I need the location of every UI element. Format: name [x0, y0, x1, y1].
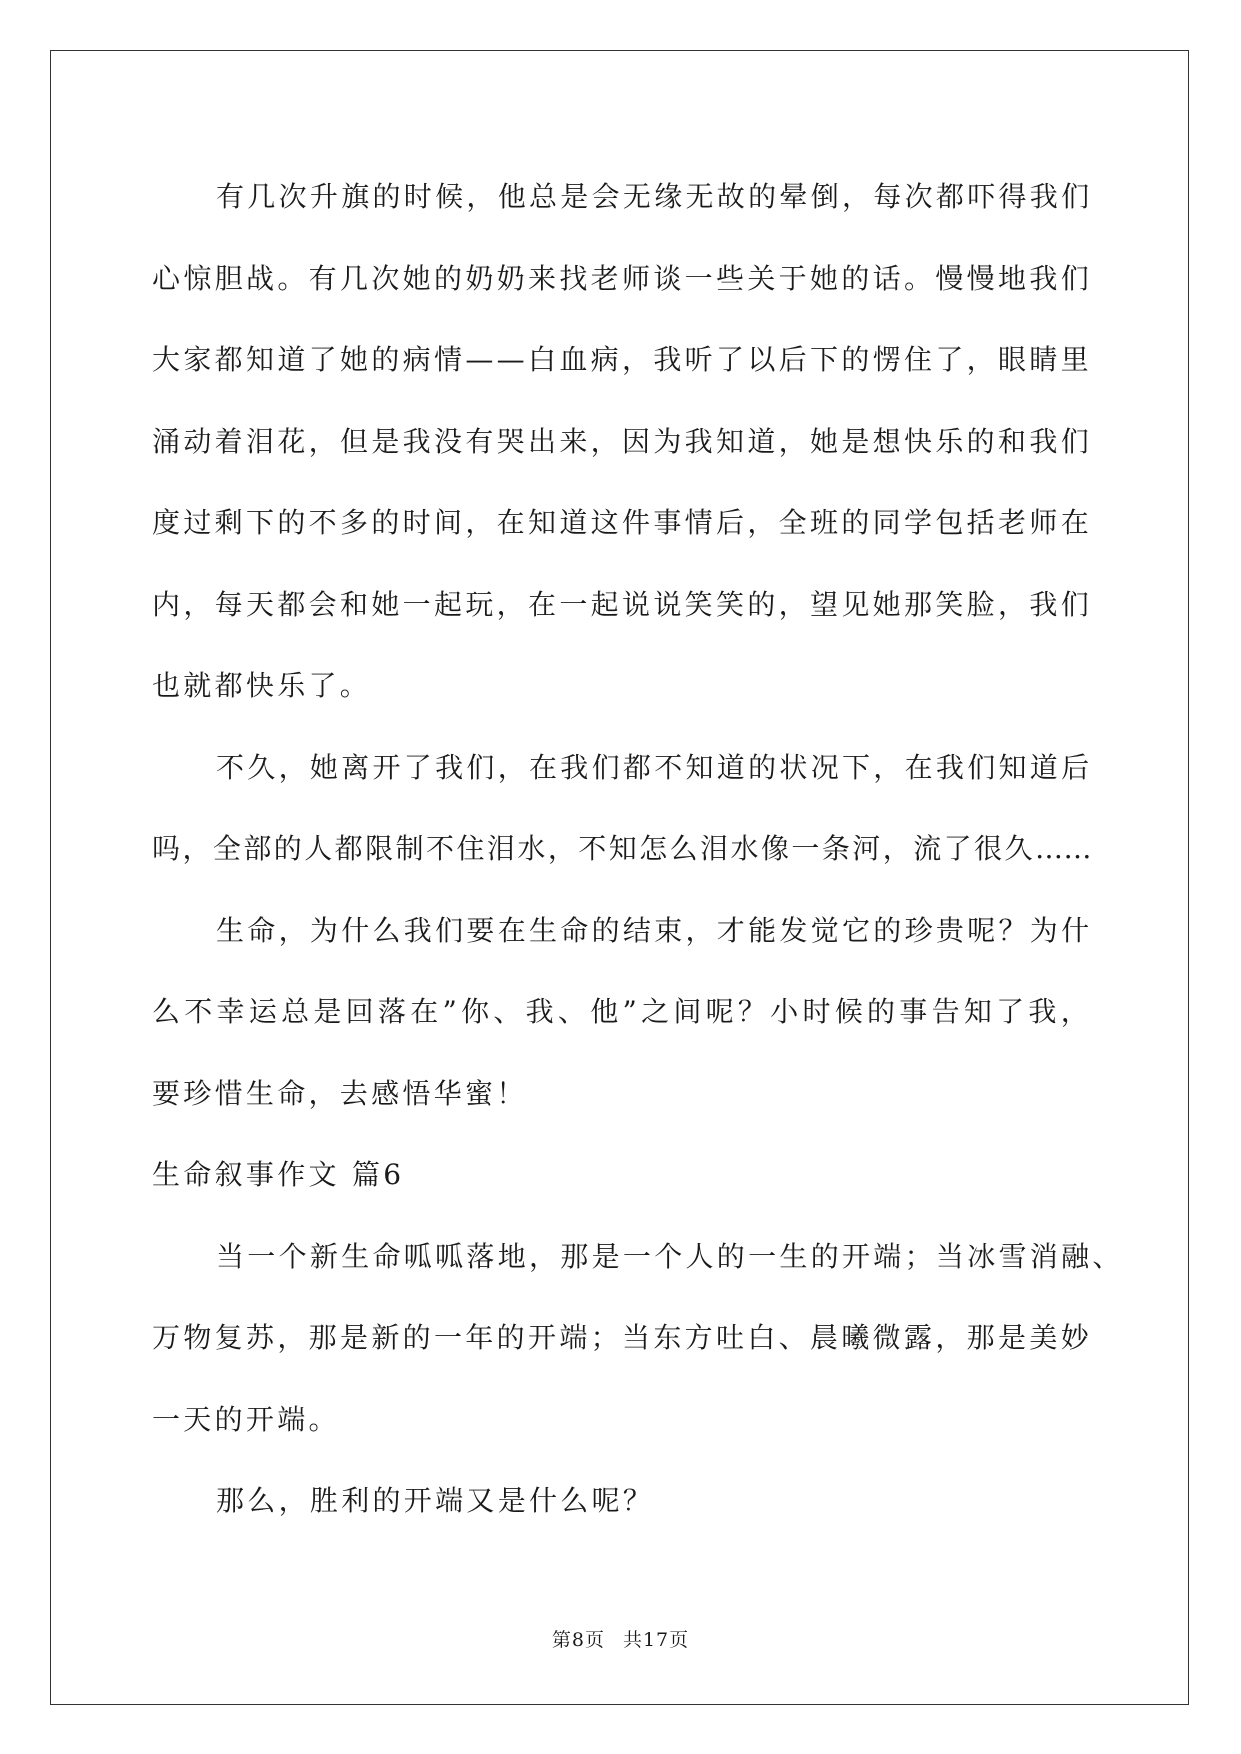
paragraph-line: 万物复苏，那是新的一年的开端；当东方吐白、晨曦微露，那是美妙 — [152, 1321, 1092, 1354]
paragraph-line: 涌动着泪花，但是我没有哭出来，因为我知道，她是想快乐的和我们 — [152, 424, 1092, 458]
document-body — [152, 156, 1124, 1542]
paragraph-line: 一天的开端。 — [152, 1402, 340, 1436]
page-total: 共17页 — [622, 1629, 690, 1651]
paragraph-line: 吗，全部的人都限制不住泪水，不知怎么泪水像一条河，流了很久…… — [152, 832, 1092, 865]
paragraph-line: 大家都知道了她的病情——白血病，我听了以后下的愣住了，眼睛里 — [152, 343, 1092, 376]
paragraph-line: 也就都快乐了。 — [152, 669, 372, 702]
paragraph-4 — [152, 1216, 1124, 1461]
paragraph-line: 不久，她离开了我们，在我们都不知道的状况下，在我们知道后 — [216, 750, 1093, 784]
paragraph-3 — [152, 890, 1092, 1135]
section-heading: 生命叙事作文 篇6 — [152, 1158, 405, 1191]
page-number: 第8页 — [551, 1629, 605, 1651]
paragraph-2 — [152, 727, 1092, 890]
paragraph-5 — [152, 1460, 1092, 1542]
paragraph-line: 要珍惜生命，去感悟华蜜！ — [152, 1076, 528, 1110]
paragraph-line: 那么，胜利的开端又是什么呢？ — [216, 1484, 655, 1517]
paragraph-1 — [152, 156, 1092, 727]
paragraph-line: 心惊胆战。有几次她的奶奶来找老师谈一些关于她的话。慢慢地我们 — [152, 261, 1092, 295]
paragraph-line: 当一个新生命呱呱落地，那是一个人的一生的开端；当冰雪消融、 — [216, 1239, 1124, 1273]
paragraph-line: 内，每天都会和她一起玩，在一起说说笑笑的，望见她那笑脸，我们 — [152, 587, 1092, 621]
paragraph-line: 生命，为什么我们要在生命的结束，才能发觉它的珍贵呢？为什 — [216, 913, 1093, 947]
page-footer — [0, 1625, 1241, 1652]
paragraph-line: 么不幸运总是回落在”你、我、他”之间呢？小时候的事告知了我， — [152, 995, 1092, 1028]
paragraph-line: 有几次升旗的时候，他总是会无缘无故的晕倒，每次都吓得我们 — [216, 180, 1093, 213]
paragraph-line: 度过剩下的不多的时间，在知道这件事情后，全班的同学包括老师在 — [152, 506, 1092, 539]
